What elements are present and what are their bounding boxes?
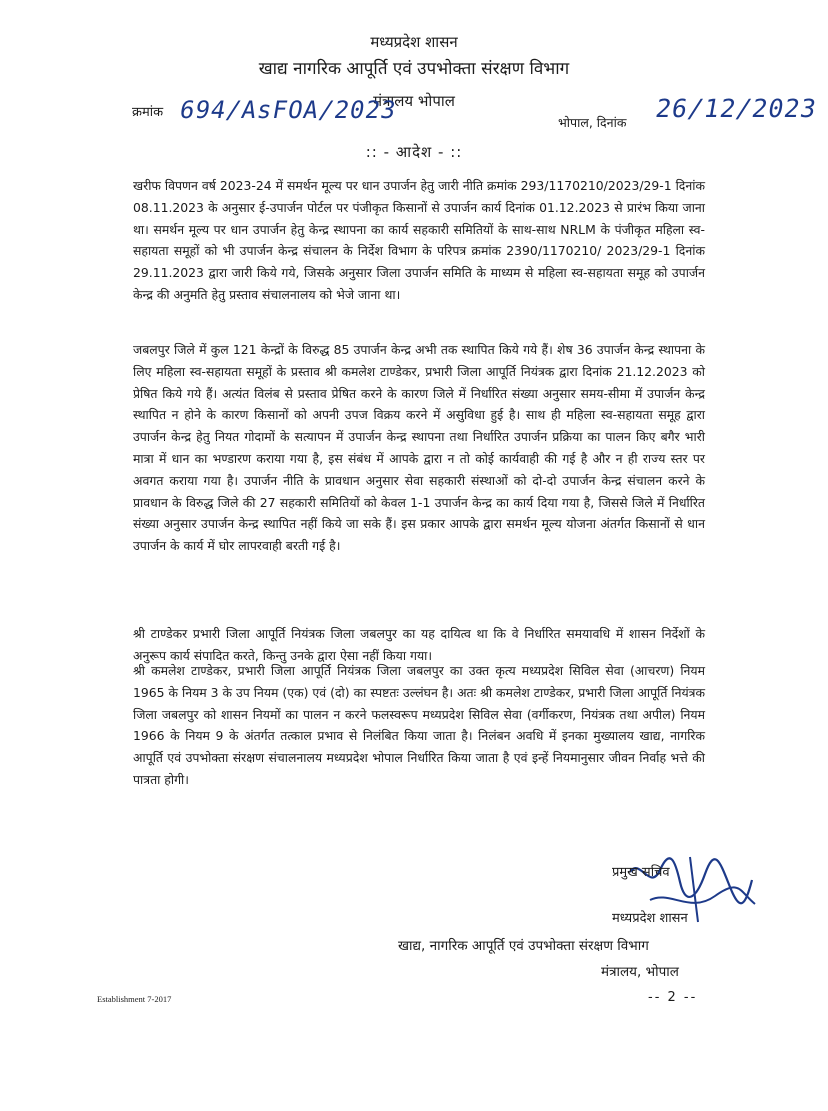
paragraph-3: श्री टाण्डेकर प्रभारी जिला आपूर्ति नियंत्रक जिला जबलपुर का यह दायित्व था कि वे निर्धारित समयावधि में शासन निर्देशों के अनुरूप कार्य संपादित करते, किन्तु उनके द्वारा ऐसा नहीं किया गया।: [133, 626, 705, 663]
paragraph-2: जबलपुर जिले में कुल 121 केन्द्रों के विरुद्ध 85 उपार्जन केन्द्र अभी तक स्थापित किये गये हैं। शेष 36 उपार्जन केन्द्र स्थापना के लिए महिला स्व-सहायता समूहों के प्रस्ताव श्री कमलेश टाण्डेकर, प्रभारी जिला आपूर्ति नियंत्रक द्वारा दिनांक 21.12.2023 को प्रेषित किये गये हैं। अत्यंत विलंब से प्रस्ताव प्रेषित करने के कारण जिले में निर्धारित संख्या अनुसार समय-सीमा में उपार्जन केन्द्र स्थापित न होने के कारण किसानों को अपनी उपज विक्रय करने में असुविधा हुई है। साथ ही महिला स्व-सहायता समूह द्वारा उपार्जन केन्द्र हेतु नियत गोदामों के सत्यापन में उपार्जन केन्द्र स्थापना तथा निर्धारित उपार्जन प्रक्रिया का पालन किए बगैर भारी मात्रा में धान का भण्डारण कराया गया है, इस संबंध में आपके द्वारा न तो कोई कार्यवाही की गई है और न ही राज्य स्तर पर अवगत कराया गया है। उपार्जन नीति के प्रावधान अनुसार सेवा सहकारी संस्थाओं को दो-दो उपार्जन केन्द्र संचालन करने के प्रावधान के विरुद्ध जिले की 27 सहकारी समितियों को केवल 1-1 उपार्जन केन्द्र का कार्य दिया गया है, जिससे जिले में निर्धारित संख्या अनुसार उपार्जन केन्द्र स्थापित नहीं किये जा सके हैं। इस प्रकार आपके द्वारा समर्थन मूल्य योजना अंतर्गत किसानों से धान उपार्जन के कार्य में घोर लापरवाही बरती गई है।: [133, 342, 705, 554]
form-code: Establishment 7-2017: [97, 994, 172, 1004]
paragraph-1: खरीफ विपणन वर्ष 2023-24 में समर्थन मूल्य पर धान उपार्जन हेतु जारी नीति क्रमांक 293/1170210/2023/29-1 दिनांक 08.11.2023 के अनुसार ई-उपार्जन पोर्टल पर पंजीकृत किसानों से उपार्जन कार्य दिनांक 01.12.2023 से प्रारंभ किया जाना था। समर्थन मूल्य पर धान उपार्जन हेतु केन्द्र स्थापना का कार्य सहकारी समितियों के साथ-साथ NRLM के पंजीकृत महिला स्व-सहायता समूहों को भी उपार्जन केन्द्र संचालन के निर्देश विभाग के परिपत्र क्रमांक 2390/1170210/ 2023/29-1 दिनांक 29.11.2023 द्वारा जारी किये गये, जिसके अनुसार जिला उपार्जन समिति के माध्यम से महिला स्व-सहायता समूह को उपार्जन केन्द्र की अनुमति हेतु प्रस्ताव संचालनालय को भेजे जाना था।: [133, 178, 705, 302]
reference-label: क्रमांक: [132, 105, 164, 120]
signatory-ministry: मंत्रालय, भोपाल: [601, 964, 679, 980]
order-title: :: - आदेश - ::: [365, 143, 463, 161]
header-department: खाद्य नागरिक आपूर्ति एवं उपभोक्ता संरक्षण विभाग: [258, 59, 570, 79]
reference-number: 694/AsFOA/2023: [177, 96, 399, 124]
header-ministry: मंत्रालय भोपाल: [373, 92, 455, 110]
handwritten-date: 26/12/2023: [653, 94, 820, 123]
signatory-designation: प्रमुख सचिव: [612, 865, 670, 880]
signatory-government: मध्यप्रदेश शासन: [612, 911, 688, 926]
header-government: मध्यप्रदेश शासन: [370, 33, 458, 51]
page-number: -- 2 --: [648, 990, 698, 1005]
signatory-department: खाद्य, नागरिक आपूर्ति एवं उपभोक्ता संरक्षण विभाग: [398, 938, 649, 954]
date-label: भोपाल, दिनांक: [558, 115, 627, 130]
paragraph-4: श्री कमलेश टाण्डेकर, प्रभारी जिला आपूर्ति नियंत्रक जिला जबलपुर का उक्त कृत्य मध्यप्रदेश सिविल सेवा (आचरण) नियम 1965 के नियम 3 के उप नियम (एक) एवं (दो) का स्पष्टतः उल्लंघन है। अतः श्री कमलेश टाण्डेकर, प्रभारी जिला आपूर्ति नियंत्रक जिला जबलपुर को शासन नियमों का पालन न करने फलस्वरूप मध्यप्रदेश सिविल सेवा (वर्गीकरण, नियंत्रक तथा अपील) नियम 1966 के नियम 9 के अंतर्गत तत्काल प्रभाव से निलंबित किया जाता है। निलंबन अवधि में इनका मुख्यालय खाद्य, नागरिक आपूर्ति एवं उपभोक्ता संरक्षण संचालनालय मध्यप्रदेश भोपाल निर्धारित किया जाता है एवं इन्हें नियमानुसार जीवन निर्वाह भत्ते की पात्रता होगी।: [133, 663, 705, 787]
